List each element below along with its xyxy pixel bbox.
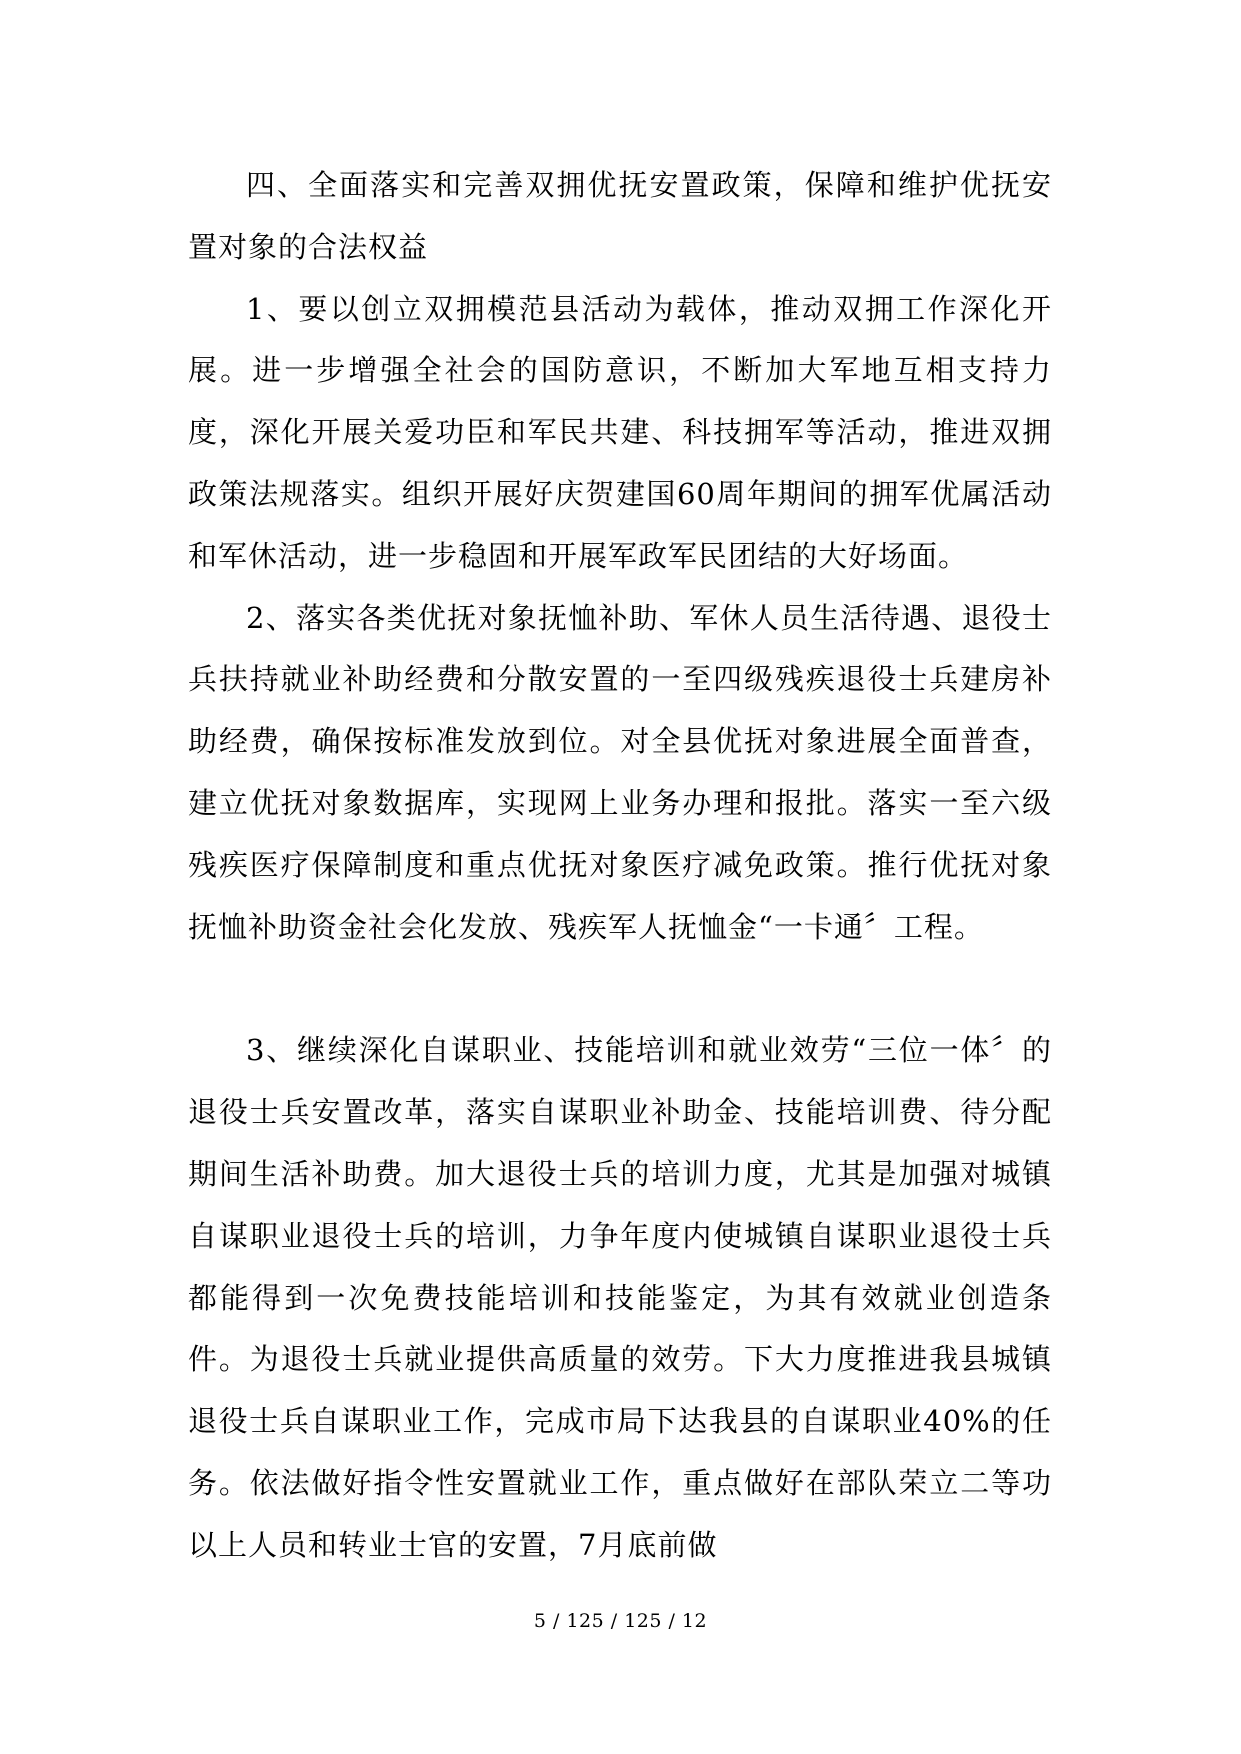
- paragraph-item-3: 3、继续深化自谋职业、技能培训和就业效劳“三位一体〞的退役士兵安置改革，落实自谋职业补助金、技能培训费、待分配期间生活补助费。加大退役士兵的培训力度，尤其是加强对城镇自谋职业退役士兵的培训，力争年度内使城镇自谋职业退役士兵都能得到一次免费技能培训和技能鉴定，为其有效就业创造条件。为退役士兵就业提供高质量的效劳。下大力度推进我县城镇退役士兵自谋职业工作，完成市局下达我县的自谋职业40%的任务。依法做好指令性安置就业工作，重点做好在部队荣立二等功以上人员和转业士官的安置，7月底前做: [188, 1033, 1052, 1562]
- document-body: [188, 155, 1052, 1577]
- paragraph-item-2: 2、落实各类优抚对象抚恤补助、军休人员生活待遇、退役士兵扶持就业补助经费和分散安置的一至四级残疾退役士兵建房补助经费，确保按标准发放到位。对全县优抚对象进展全面普查，建立优抚对象数据库，实现网上业务办理和报批。落实一至六级残疾医疗保障制度和重点优抚对象医疗减免政策。推行优抚对象抚恤补助资金社会化发放、残疾军人抚恤金“一卡通〞工程。: [188, 600, 1052, 944]
- paragraph-item-1: 1、要以创立双拥模范县活动为载体，推动双拥工作深化开展。进一步增强全社会的国防意识，不断加大军地互相支持力度，深化开展关爱功臣和军民共建、科技拥军等活动，推进双拥政策法规落实。组织开展好庆贺建国60周年期间的拥军优属活动和军休活动，进一步稳固和开展军政军民团结的大好场面。: [188, 291, 1052, 573]
- paragraph-spacer: [188, 958, 1052, 1020]
- section-heading: 四、全面落实和完善双拥优抚安置政策，保障和维护优抚安置对象的合法权益: [188, 168, 1052, 264]
- page-number: 5 / 125 / 125 / 12: [533, 1610, 708, 1632]
